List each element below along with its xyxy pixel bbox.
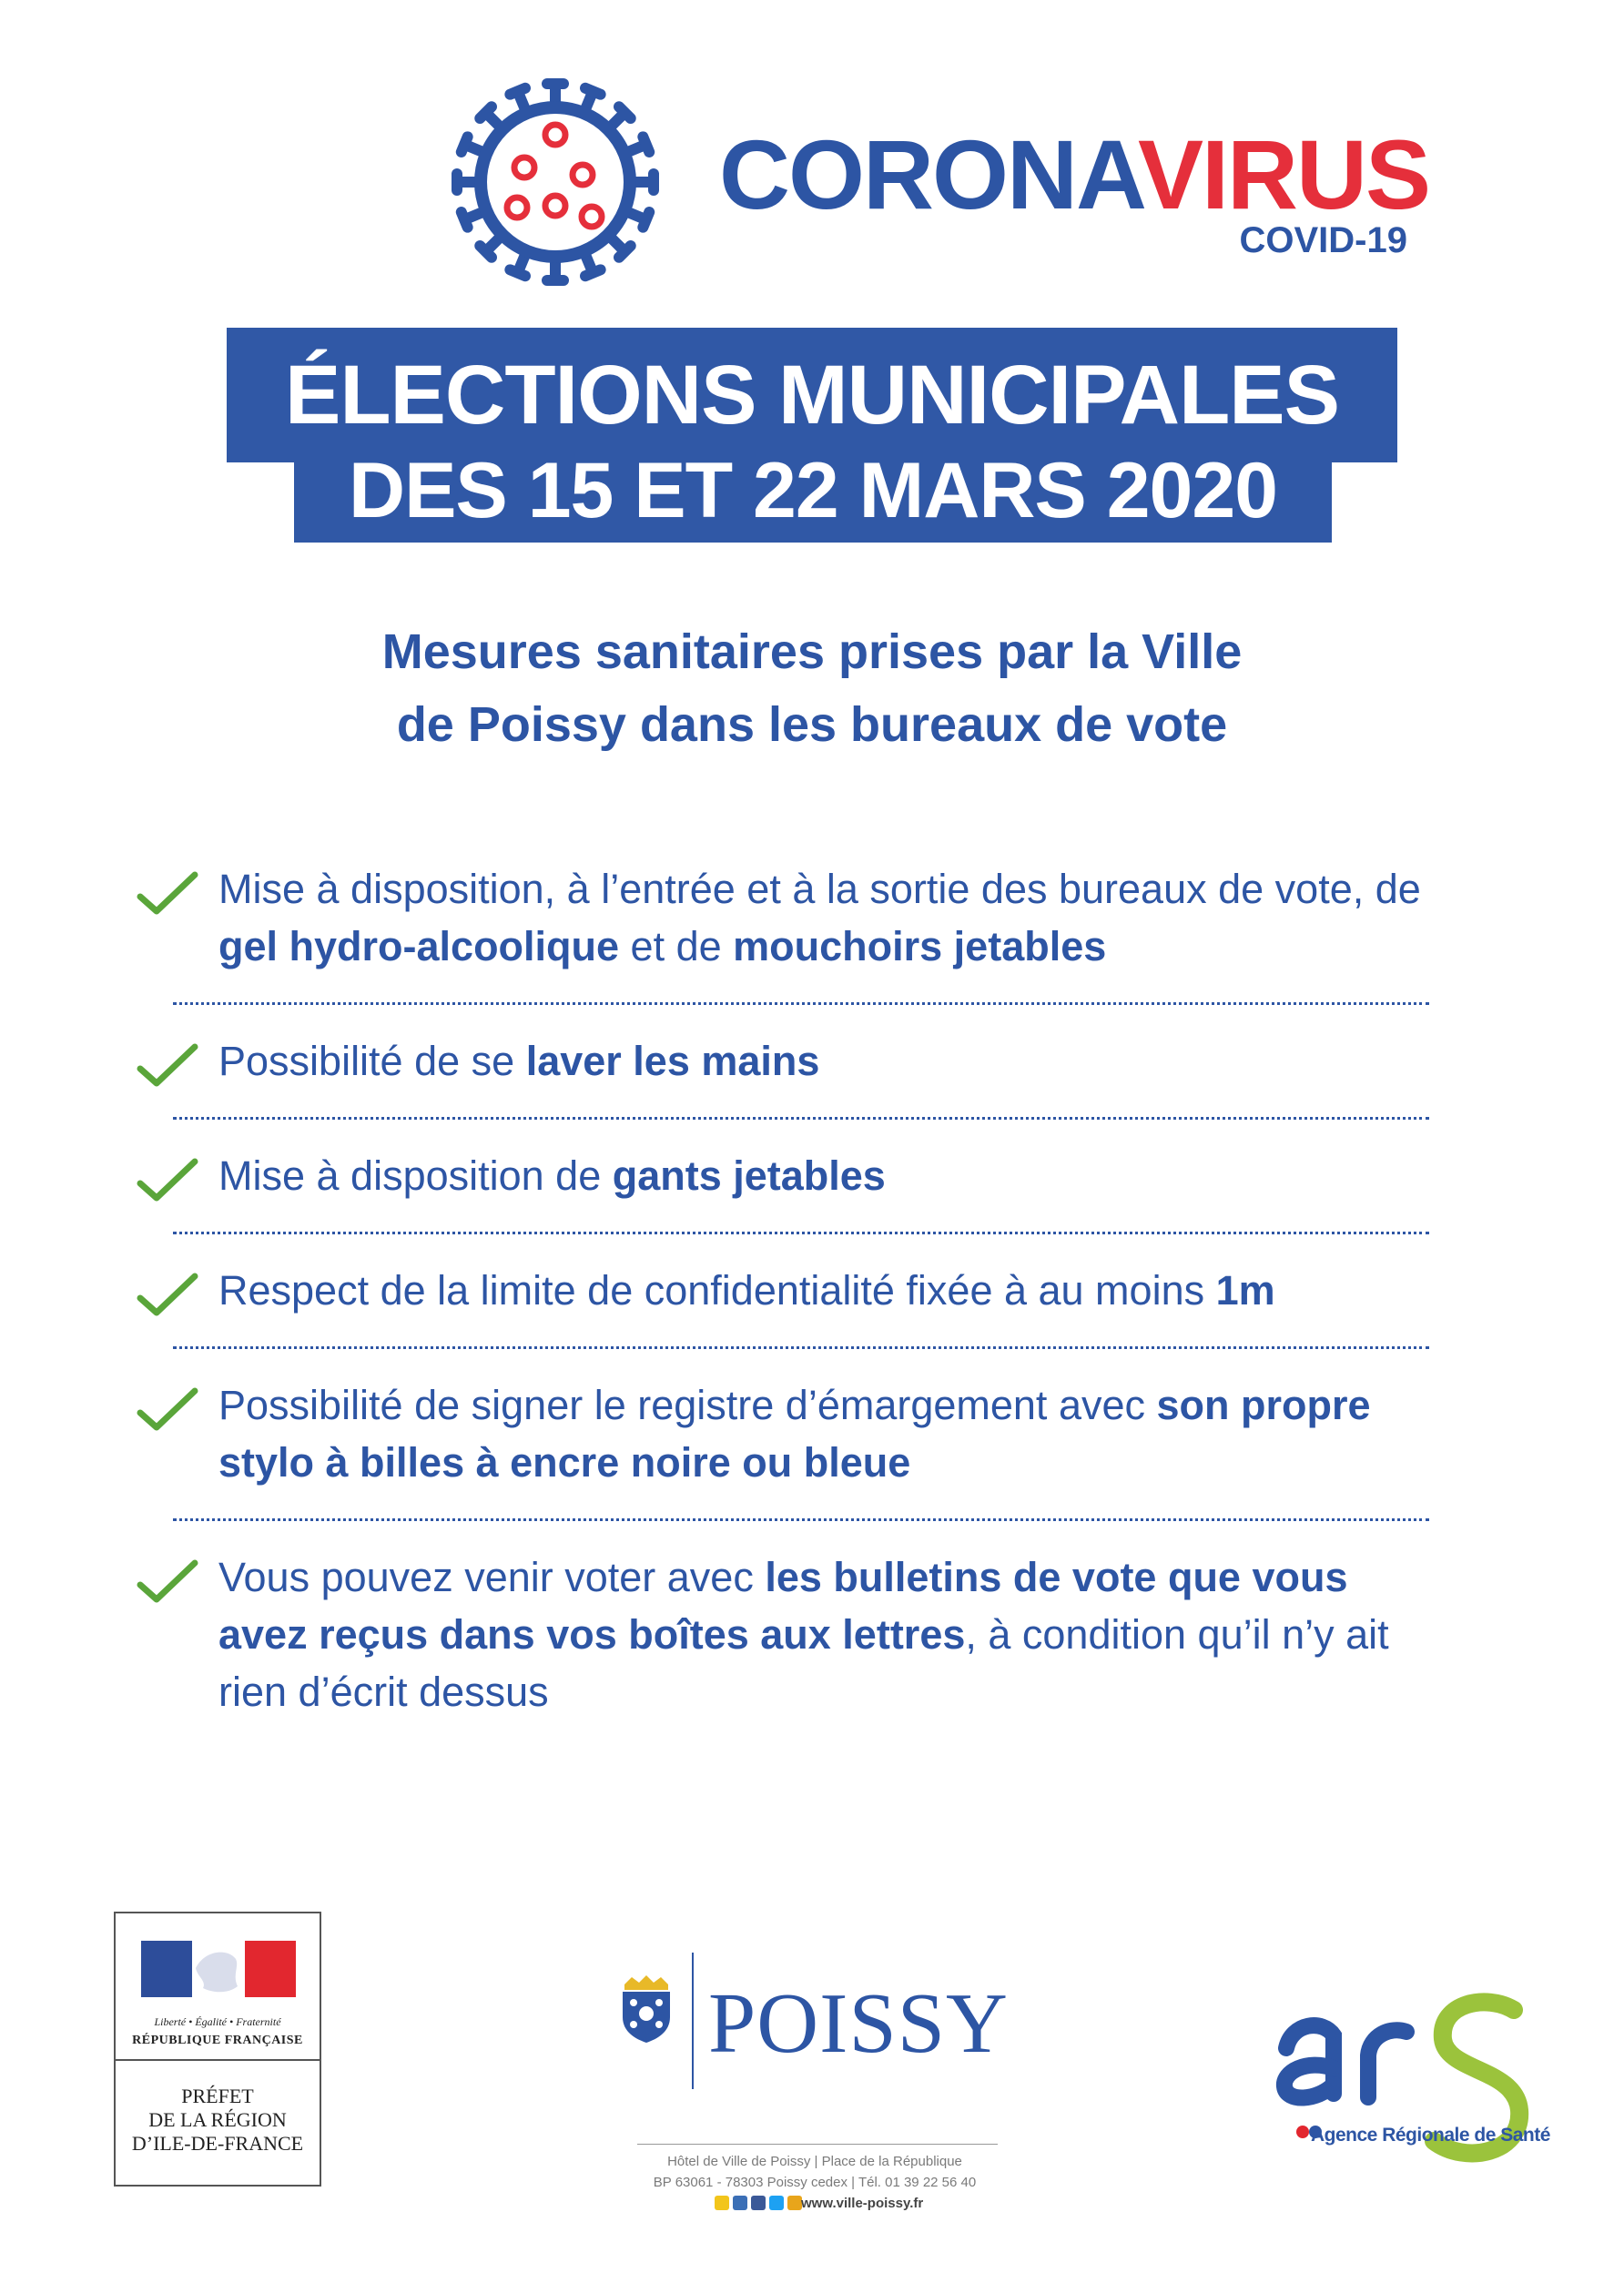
measure-text: Mise à disposition de — [218, 1152, 613, 1199]
ars-logo — [1270, 1984, 1552, 2176]
measure-item — [137, 1376, 1429, 1491]
measure-emphasis: laver les mains — [525, 1038, 820, 1084]
instagram-icon[interactable] — [733, 2196, 747, 2210]
prefet-divider — [116, 2059, 320, 2061]
measure-item — [137, 1262, 1429, 1319]
list-separator — [173, 1518, 1429, 1521]
check-icon — [137, 1385, 198, 1433]
measures-list — [137, 860, 1520, 1720]
prefet-logo — [114, 1912, 321, 2187]
list-separator — [173, 1117, 1429, 1120]
poissy-logo-text: POISSY — [708, 1976, 1009, 2071]
measure-item — [137, 1548, 1429, 1720]
social-icons — [715, 2195, 802, 2211]
measure-item — [137, 1147, 1429, 1204]
twitter-icon[interactable] — [769, 2196, 784, 2210]
facebook-icon[interactable] — [751, 2196, 766, 2210]
prefet-line-1: PRÉFET — [181, 2085, 254, 2107]
intro-heading — [273, 615, 1351, 761]
measure-text: , à condition qu’il n’y ait rien d’écrit dessus — [218, 1611, 1389, 1715]
measure-text: et de — [619, 923, 734, 969]
address-divider — [637, 2144, 998, 2145]
measure-text: Mise à disposition, à l’entrée et à la sortie des bureaux de vote, de — [218, 866, 1421, 912]
measure-text: Possibilité de se — [218, 1038, 526, 1084]
measure-item — [137, 860, 1429, 975]
measure-emphasis: 1m — [1215, 1267, 1275, 1314]
intro-line-2: de Poissy dans les bureaux de vote — [396, 697, 1228, 752]
measure-text: Vous pouvez venir voter avec — [218, 1554, 766, 1600]
measure-emphasis: les bulletins de vote que vous avez reçus dans vos boîtes aux lettres — [218, 1554, 1348, 1658]
banner-line-2: DES 15 ET 22 MARS 2020 — [294, 442, 1332, 543]
measure-emphasis: son propre stylo à billes à encre noire ou bleue — [218, 1382, 1371, 1486]
ars-label: Agence Régionale de Santé — [1311, 2125, 1550, 2146]
youtube-icon[interactable] — [787, 2196, 802, 2210]
virus-icon — [446, 73, 665, 291]
page-title — [719, 119, 1430, 229]
measure-emphasis: mouchoirs jetables — [733, 923, 1107, 969]
prefet-name — [116, 2085, 320, 2156]
address-line-1: Hôtel de Ville de Poissy | Place de la République — [667, 2154, 962, 2169]
check-icon — [137, 1041, 198, 1089]
poissy-divider — [692, 1953, 694, 2089]
measure-emphasis: gel hydro-alcoolique — [218, 923, 620, 969]
page-subtitle: COVID-19 — [1239, 220, 1407, 260]
list-separator — [173, 1002, 1429, 1005]
poissy-crest-icon — [619, 1975, 674, 2043]
title-part-virus: VIRUS — [1137, 119, 1430, 229]
snapchat-icon[interactable] — [715, 2196, 729, 2210]
banner-line-1: ÉLECTIONS MUNICIPALES — [227, 328, 1397, 462]
list-separator — [173, 1346, 1429, 1349]
measure-text: Possibilité de signer le registre d’émargement avec — [218, 1382, 1157, 1428]
measure-emphasis: gants jetables — [612, 1152, 886, 1199]
website-link[interactable]: www.ville-poissy.fr — [801, 2196, 924, 2211]
list-separator — [173, 1232, 1429, 1234]
intro-line-1: Mesures sanitaires prises par la Ville — [381, 624, 1243, 679]
check-icon — [137, 1558, 198, 1605]
prefet-devise: Liberté • Égalité • Fraternité — [154, 2015, 281, 2028]
measure-text: Respect de la limite de confidentialité fixée à au moins — [218, 1267, 1216, 1314]
title-part-corona: CORONA — [719, 119, 1138, 229]
check-icon — [137, 1271, 198, 1318]
check-icon — [137, 1156, 198, 1203]
prefet-republique: RÉPUBLIQUE FRANÇAISE — [132, 2034, 303, 2047]
check-icon — [137, 869, 198, 917]
marianne-flag-icon — [141, 1941, 296, 1997]
address-line-2: BP 63061 - 78303 Poissy cedex | Tél. 01 39 22 56 40 — [653, 2175, 977, 2190]
measure-item — [137, 1032, 1429, 1090]
prefet-line-2: DE LA RÉGION — [148, 2108, 287, 2131]
prefet-line-3: D’ILE-DE-FRANCE — [131, 2132, 304, 2155]
